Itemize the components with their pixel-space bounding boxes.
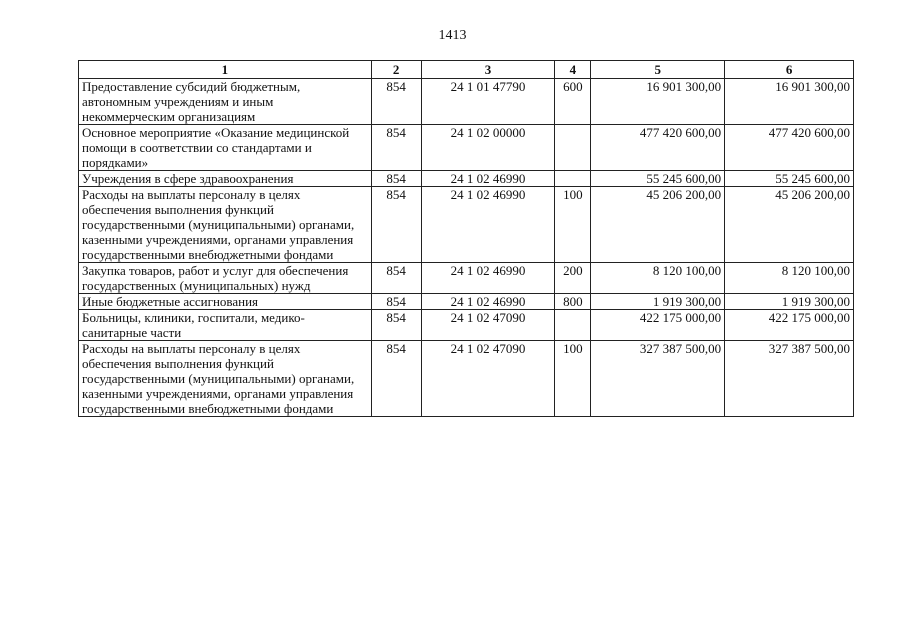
row-sum-1: 16 901 300,00 bbox=[591, 79, 725, 125]
row-csr: 24 1 02 47090 bbox=[421, 310, 555, 341]
row-sum-2: 477 420 600,00 bbox=[725, 125, 854, 171]
header-col-4: 4 bbox=[555, 61, 591, 79]
row-name: Закупка товаров, работ и услуг для обеспечения государственных (муниципальных) нужд bbox=[79, 263, 372, 294]
header-col-1: 1 bbox=[79, 61, 372, 79]
row-sum-2: 8 120 100,00 bbox=[725, 263, 854, 294]
row-sum-2: 1 919 300,00 bbox=[725, 294, 854, 310]
table-row bbox=[79, 171, 854, 187]
row-csr: 24 1 02 47090 bbox=[421, 341, 555, 417]
page-number: 1413 bbox=[438, 28, 467, 43]
row-sum-1: 327 387 500,00 bbox=[591, 341, 725, 417]
row-csr: 24 1 02 46990 bbox=[421, 294, 555, 310]
row-csr: 24 1 02 46990 bbox=[421, 187, 555, 263]
row-sum-1: 477 420 600,00 bbox=[591, 125, 725, 171]
row-sum-1: 55 245 600,00 bbox=[591, 171, 725, 187]
row-grbs: 854 bbox=[371, 125, 421, 171]
header-col-5: 5 bbox=[591, 61, 725, 79]
header-col-2: 2 bbox=[371, 61, 421, 79]
row-grbs: 854 bbox=[371, 294, 421, 310]
row-sum-2: 16 901 300,00 bbox=[725, 79, 854, 125]
table-row bbox=[79, 341, 854, 417]
row-sum-2: 55 245 600,00 bbox=[725, 171, 854, 187]
header-col-3: 3 bbox=[421, 61, 555, 79]
row-grbs: 854 bbox=[371, 187, 421, 263]
header-col-6: 6 bbox=[725, 61, 854, 79]
row-name: Предоставление субсидий бюджетным, автономным учреждениям и иным некоммерческим организациям bbox=[79, 79, 372, 125]
row-grbs: 854 bbox=[371, 310, 421, 341]
row-name: Учреждения в сфере здравоохранения bbox=[79, 171, 372, 187]
row-grbs: 854 bbox=[371, 171, 421, 187]
row-sum-2: 327 387 500,00 bbox=[725, 341, 854, 417]
table-row bbox=[79, 294, 854, 310]
table-row bbox=[79, 187, 854, 263]
row-csr: 24 1 02 46990 bbox=[421, 263, 555, 294]
table-row bbox=[79, 263, 854, 294]
row-sum-1: 8 120 100,00 bbox=[591, 263, 725, 294]
row-sum-2: 422 175 000,00 bbox=[725, 310, 854, 341]
table-row bbox=[79, 125, 854, 171]
row-grbs: 854 bbox=[371, 341, 421, 417]
row-sum-1: 45 206 200,00 bbox=[591, 187, 725, 263]
row-vr bbox=[555, 310, 591, 341]
table-row bbox=[79, 79, 854, 125]
row-vr: 100 bbox=[555, 341, 591, 417]
row-csr: 24 1 02 46990 bbox=[421, 171, 555, 187]
row-vr: 600 bbox=[555, 79, 591, 125]
row-vr: 100 bbox=[555, 187, 591, 263]
row-vr: 800 bbox=[555, 294, 591, 310]
table-header-row bbox=[79, 61, 854, 79]
row-csr: 24 1 02 00000 bbox=[421, 125, 555, 171]
row-grbs: 854 bbox=[371, 79, 421, 125]
row-name: Больницы, клиники, госпитали, медико-санитарные части bbox=[79, 310, 372, 341]
row-sum-2: 45 206 200,00 bbox=[725, 187, 854, 263]
table-row bbox=[79, 310, 854, 341]
row-grbs: 854 bbox=[371, 263, 421, 294]
row-sum-1: 422 175 000,00 bbox=[591, 310, 725, 341]
row-name: Иные бюджетные ассигнования bbox=[79, 294, 372, 310]
row-name: Расходы на выплаты персоналу в целях обеспечения выполнения функций государственными (муниципальными) органами, казенными учреждениями, органами управления государственными внебюджетными фондами bbox=[79, 187, 372, 263]
row-name: Расходы на выплаты персоналу в целях обеспечения выполнения функций государственными (муниципальными) органами, казенными учреждениями, органами управления государственными внебюджетными фондами bbox=[79, 341, 372, 417]
row-vr bbox=[555, 171, 591, 187]
row-vr bbox=[555, 125, 591, 171]
row-vr: 200 bbox=[555, 263, 591, 294]
row-csr: 24 1 01 47790 bbox=[421, 79, 555, 125]
budget-table bbox=[78, 60, 854, 417]
row-name: Основное мероприятие «Оказание медицинской помощи в соответствии со стандартами и порядками» bbox=[79, 125, 372, 171]
row-sum-1: 1 919 300,00 bbox=[591, 294, 725, 310]
